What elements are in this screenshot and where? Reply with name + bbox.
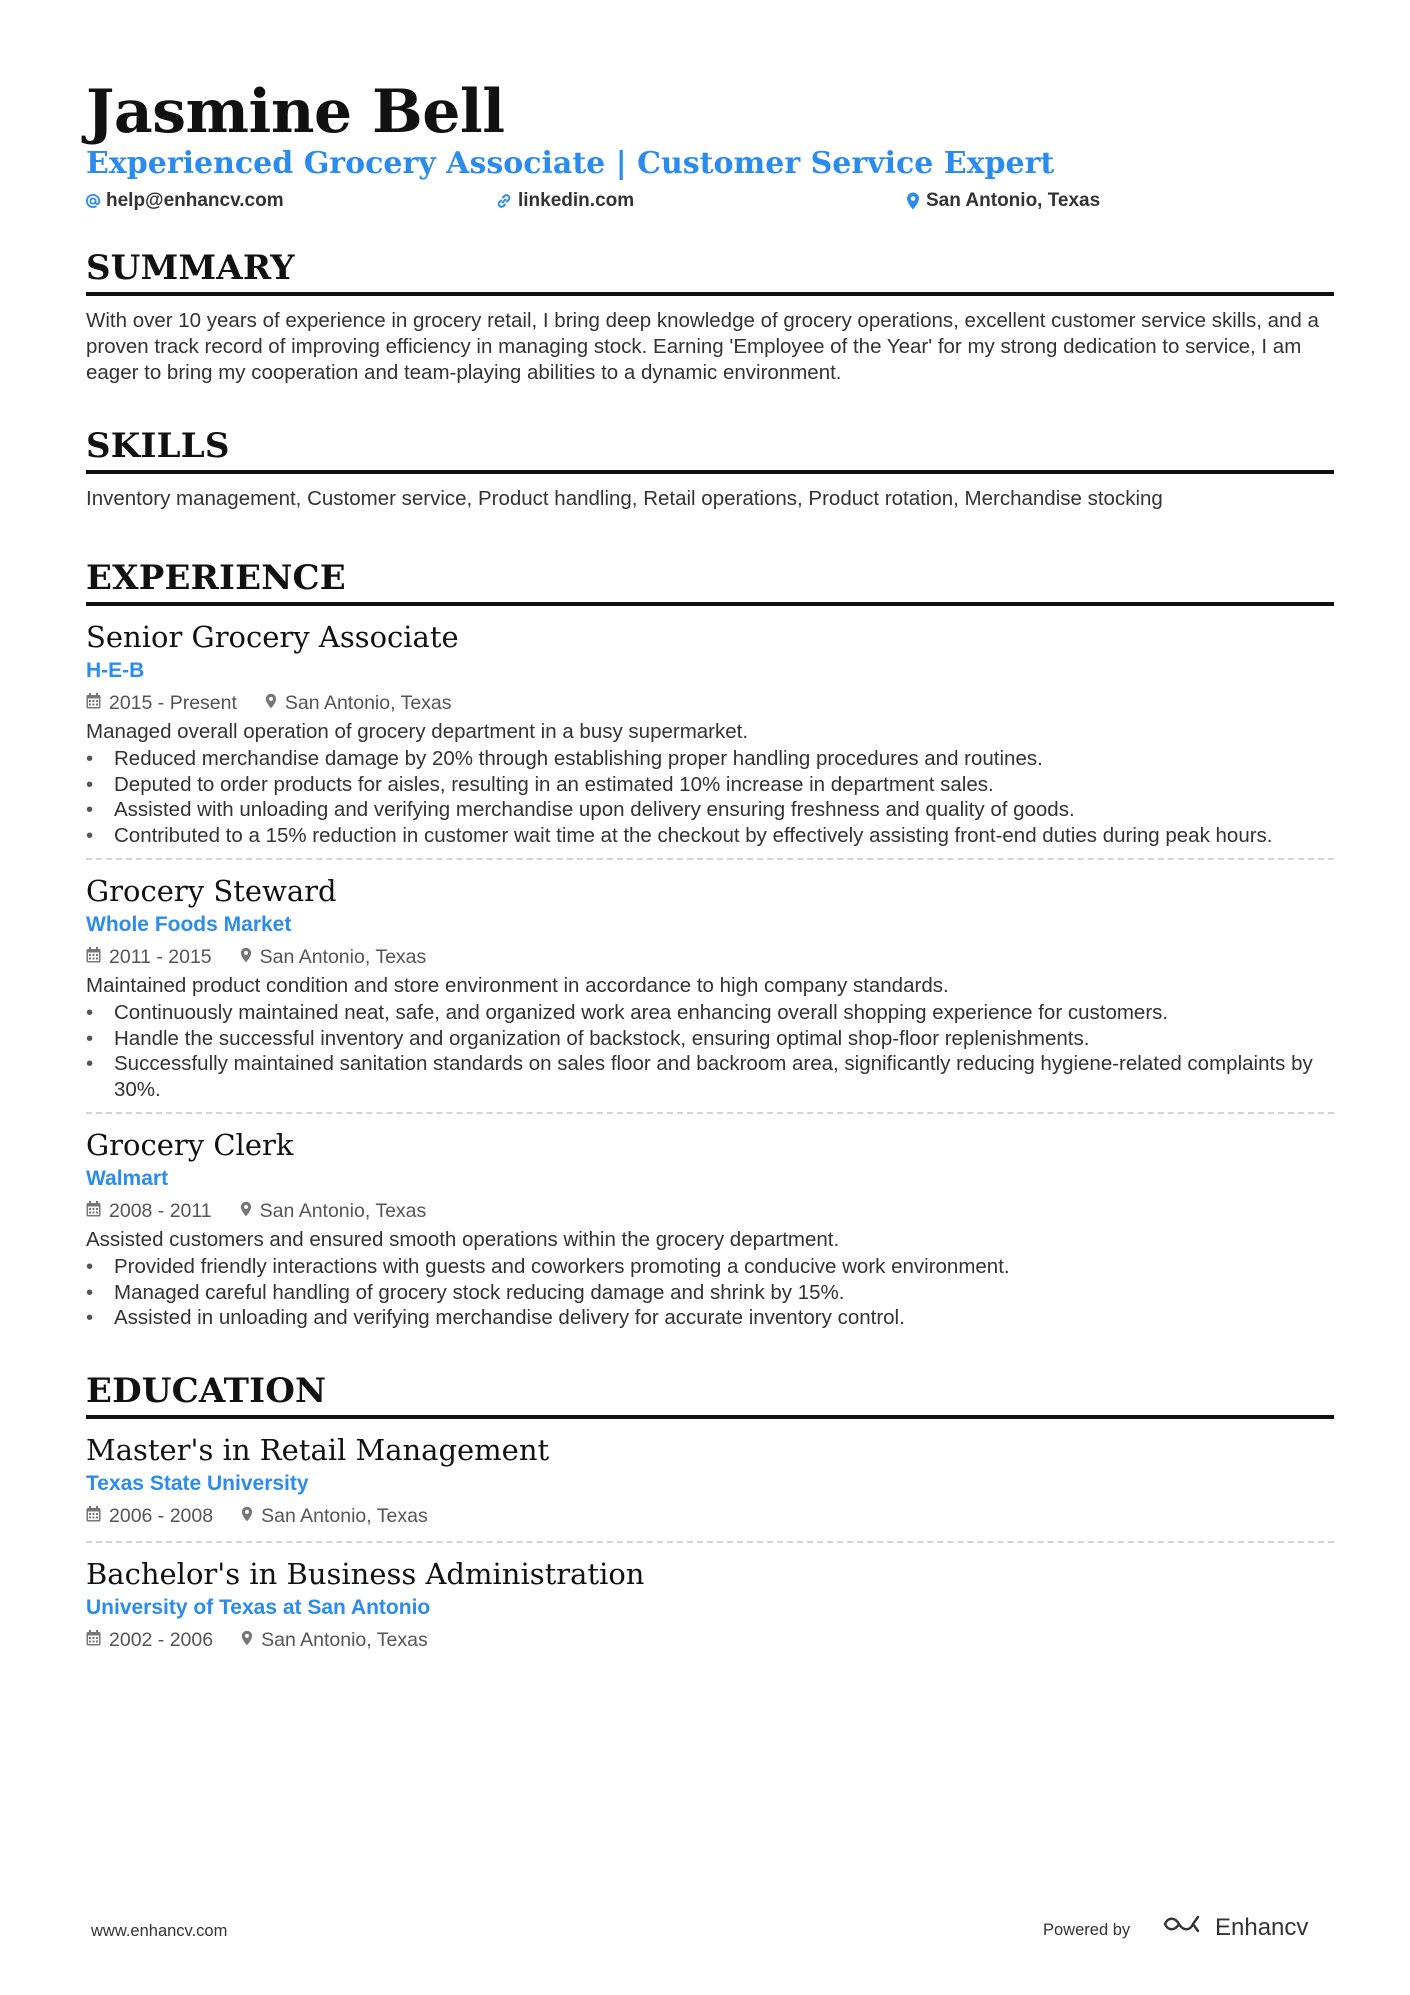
candidate-headline: Experienced Grocery Associate | Customer Service Expert [86, 146, 1055, 181]
school-name: Texas State University [86, 1471, 309, 1495]
achievement-item: • Deputed to order products for aisles, resulting in an estimated 10% increase in department sales. [86, 772, 1334, 798]
company-name: Whole Foods Market [86, 913, 292, 936]
education-meta [86, 1501, 1334, 1531]
achievement-list [86, 1254, 1334, 1331]
education-dates-text: 2002 - 2006 [109, 1628, 214, 1651]
achievement-item: • Contributed to a 15% reduction in customer wait time at the checkout by effectively assisting front-end duties during peak hours. [86, 823, 1334, 849]
summary-section [86, 246, 1334, 386]
at-icon [86, 194, 100, 208]
experience-entry [86, 606, 1334, 860]
education-location [241, 1501, 428, 1531]
achievement-item: • Provided friendly interactions with guests and coworkers promoting a conducive work environment. [86, 1254, 1334, 1280]
calendar-icon [86, 688, 101, 718]
job-description: Assisted customers and ensured smooth operations within the grocery department. [86, 1228, 840, 1251]
company-name: H-E-B [86, 659, 145, 682]
company-name: Walmart [86, 1167, 169, 1190]
job-dates [86, 1196, 212, 1226]
job-dates-text: 2011 - 2015 [109, 946, 212, 968]
achievement-item: • Assisted in unloading and verifying merchandise delivery for accurate inventory control. [86, 1305, 1334, 1331]
school-name: University of Texas at San Antonio [86, 1595, 431, 1619]
experience-title: EXPERIENCE [86, 556, 1334, 606]
experience-entry [86, 1114, 1334, 1341]
resume-header [86, 76, 1334, 216]
footer-brand-name: Enhancv [1215, 1913, 1309, 1941]
education-meta [86, 1625, 1334, 1655]
job-title: Grocery Steward [86, 874, 337, 908]
contact-email[interactable] [86, 186, 284, 216]
education-location-text: San Antonio, Texas [261, 1628, 428, 1651]
achievement-item: • Successfully maintained sanitation standards on sales floor and backroom area, significantly reducing hygiene-related complaints by 30%. [86, 1051, 1334, 1102]
contact-email-text: help@enhancv.com [106, 190, 284, 211]
job-description: Managed overall operation of grocery department in a busy supermarket. [86, 720, 749, 743]
education-title: EDUCATION [86, 1369, 1334, 1419]
education-section [86, 1369, 1334, 1665]
job-title: Senior Grocery Associate [86, 620, 459, 654]
education-dates [86, 1625, 213, 1655]
contact-linkedin[interactable] [496, 186, 634, 216]
link-icon [496, 193, 512, 209]
skills-text: Inventory management, Customer service, Product handling, Retail operations, Product rotation, Merchandise stocking [86, 487, 1163, 510]
location-pin-icon [240, 942, 252, 972]
achievement-item: • Handle the successful inventory and organization of backstock, ensuring optimal shop-floor replenishments. [86, 1026, 1334, 1052]
job-location-text: San Antonio, Texas [284, 692, 452, 714]
contact-row [86, 186, 1334, 216]
candidate-name: Jasmine Bell [86, 77, 505, 147]
job-dates-text: 2008 - 2011 [109, 1200, 212, 1222]
contact-location-text: San Antonio, Texas [926, 190, 1101, 211]
education-location [241, 1625, 428, 1655]
location-pin-icon [265, 688, 277, 718]
location-pin-icon [241, 1625, 253, 1655]
achievement-item: • Managed careful handling of grocery stock reducing damage and shrink by 15%. [86, 1280, 1334, 1306]
education-dates-text: 2006 - 2008 [109, 1504, 214, 1527]
calendar-icon [86, 942, 101, 972]
calendar-icon [86, 1625, 101, 1655]
education-entry [86, 1543, 1334, 1665]
skills-title: SKILLS [86, 424, 1334, 474]
job-location [265, 688, 452, 718]
calendar-icon [86, 1196, 101, 1226]
job-location [240, 942, 427, 972]
achievement-item: • Continuously maintained neat, safe, and organized work area enhancing overall shopping experience for customers. [86, 1000, 1334, 1026]
job-dates [86, 942, 212, 972]
footer-powered-by: Powered by [1043, 1921, 1131, 1939]
page-footer [91, 1912, 1321, 1952]
summary-text: With over 10 years of experience in grocery retail, I bring deep knowledge of grocery operations, excellent customer service skills, and a proven track record of improving efficiency in managing stock. Earning 'Employee of the Year' for my strong dedication to service, I am eager to bring my cooperation and team-playing abilities to a dynamic environment. [86, 309, 1319, 384]
job-description: Maintained product condition and store environment in accordance to high company standards. [86, 974, 949, 997]
degree-title: Master's in Retail Management [86, 1432, 550, 1467]
job-dates-text: 2015 - Present [109, 692, 237, 714]
job-meta [86, 1196, 1334, 1226]
footer-brand[interactable] [1161, 1912, 1308, 1943]
contact-location [906, 186, 1100, 216]
resume-page [86, 76, 1334, 1665]
skills-section [86, 424, 1334, 512]
location-pin-icon [906, 192, 920, 210]
job-meta [86, 688, 1334, 718]
education-location-text: San Antonio, Texas [261, 1504, 428, 1527]
job-location-text: San Antonio, Texas [259, 946, 427, 968]
job-location-text: San Antonio, Texas [259, 1200, 427, 1222]
contact-linkedin-text: linkedin.com [518, 190, 635, 211]
degree-title: Bachelor's in Business Administration [86, 1556, 645, 1591]
achievement-list [86, 746, 1334, 848]
job-dates [86, 688, 237, 718]
job-location [240, 1196, 427, 1226]
education-dates [86, 1501, 213, 1531]
experience-entry [86, 860, 1334, 1114]
location-pin-icon [241, 1501, 253, 1531]
summary-title: SUMMARY [86, 246, 1334, 296]
achievement-list [86, 1000, 1334, 1102]
calendar-icon [86, 1501, 101, 1531]
job-meta [86, 942, 1334, 972]
education-entry [86, 1419, 1334, 1543]
achievement-item: • Reduced merchandise damage by 20% through establishing proper handling procedures and routines. [86, 746, 1334, 772]
job-title: Grocery Clerk [86, 1128, 294, 1162]
achievement-item: • Assisted with unloading and verifying merchandise upon delivery ensuring freshness and quality of goods. [86, 797, 1334, 823]
location-pin-icon [240, 1196, 252, 1226]
experience-section [86, 556, 1334, 1341]
enhancv-logo-icon [1161, 1912, 1207, 1943]
footer-website-link[interactable]: www.enhancv.com [91, 1922, 228, 1940]
